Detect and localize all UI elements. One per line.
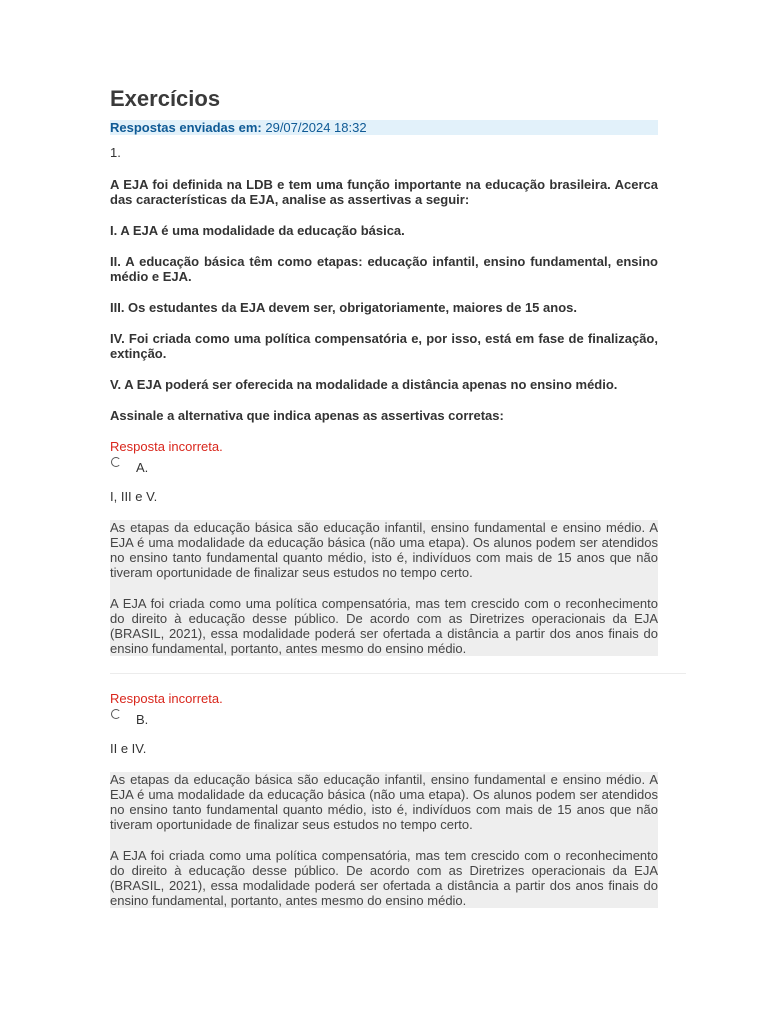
assertive-ii: II. A educação básica têm como etapas: educação infantil, ensino fundamental, ensino médio e EJA. bbox=[110, 254, 658, 284]
feedback-paragraph: As etapas da educação básica são educação infantil, ensino fundamental e ensino médio. A EJA é uma modalidade da educação básica (não uma etapa). Os alunos podem ser atendidos no ensino tanto fundamental quanto médio, isto é, indivíduos com mais de 15 anos que não tiveram oportunidade de finalizar seus estudos no tempo certo. bbox=[110, 520, 658, 580]
verdict-label: Resposta incorreta. bbox=[110, 691, 223, 706]
feedback-paragraph: A EJA foi criada como uma política compensatória, mas tem crescido com o reconhecimento do direito à educação desse público. De acordo com as Diretrizes operacionais da EJA (BRASIL, 2021), essa modalidade poderá ser ofertada a distância a partir dos anos finais do ensino fundamental, portanto, antes mesmo do ensino médio. bbox=[110, 596, 658, 656]
assertive-iii: III. Os estudantes da EJA devem ser, obrigatoriamente, maiores de 15 anos. bbox=[110, 300, 577, 315]
question-number: 1. bbox=[110, 145, 121, 160]
option-row bbox=[110, 709, 658, 727]
answer-option-a bbox=[110, 439, 658, 656]
feedback-paragraph: A EJA foi criada como uma política compensatória, mas tem crescido com o reconhecimento do direito à educação desse público. De acordo com as Diretrizes operacionais da EJA (BRASIL, 2021), essa modalidade poderá ser ofertada a distância a partir dos anos finais do ensino fundamental, portanto, antes mesmo do ensino médio. bbox=[110, 848, 658, 908]
question-prompt: Assinale a alternativa que indica apenas as assertivas corretas: bbox=[110, 408, 504, 423]
question-intro: A EJA foi definida na LDB e tem uma função importante na educação brasileira. Acerca das características da EJA, analise as assertivas a seguir: bbox=[110, 177, 658, 207]
assertive-i: I. A EJA é uma modalidade da educação básica. bbox=[110, 223, 405, 238]
option-text: II e IV. bbox=[110, 741, 147, 756]
option-text: I, III e V. bbox=[110, 489, 158, 504]
assertive-iv: IV. Foi criada como uma política compensatória e, por isso, está em fase de finalização, extinção. bbox=[110, 331, 658, 361]
page-title: Exercícios bbox=[110, 86, 221, 111]
submission-date: 29/07/2024 18:32 bbox=[265, 120, 367, 135]
radio-icon[interactable] bbox=[111, 457, 121, 467]
option-row bbox=[110, 457, 658, 475]
answer-option-b bbox=[110, 691, 658, 908]
submission-info-bar bbox=[110, 120, 658, 135]
question-stem bbox=[110, 177, 658, 423]
feedback-box bbox=[110, 772, 658, 908]
feedback-box bbox=[110, 520, 658, 656]
option-letter: A. bbox=[136, 460, 149, 475]
exercise-page bbox=[110, 84, 658, 908]
divider bbox=[110, 673, 686, 674]
feedback-paragraph: As etapas da educação básica são educação infantil, ensino fundamental e ensino médio. A EJA é uma modalidade da educação básica (não uma etapa). Os alunos podem ser atendidos no ensino tanto fundamental quanto médio, isto é, indivíduos com mais de 15 anos que não tiveram oportunidade de finalizar seus estudos no tempo certo. bbox=[110, 772, 658, 832]
radio-icon[interactable] bbox=[111, 709, 121, 719]
submission-label: Respostas enviadas em: bbox=[110, 120, 262, 135]
option-letter: B. bbox=[136, 712, 149, 727]
verdict-label: Resposta incorreta. bbox=[110, 439, 223, 454]
assertive-v: V. A EJA poderá ser oferecida na modalidade a distância apenas no ensino médio. bbox=[110, 377, 618, 392]
